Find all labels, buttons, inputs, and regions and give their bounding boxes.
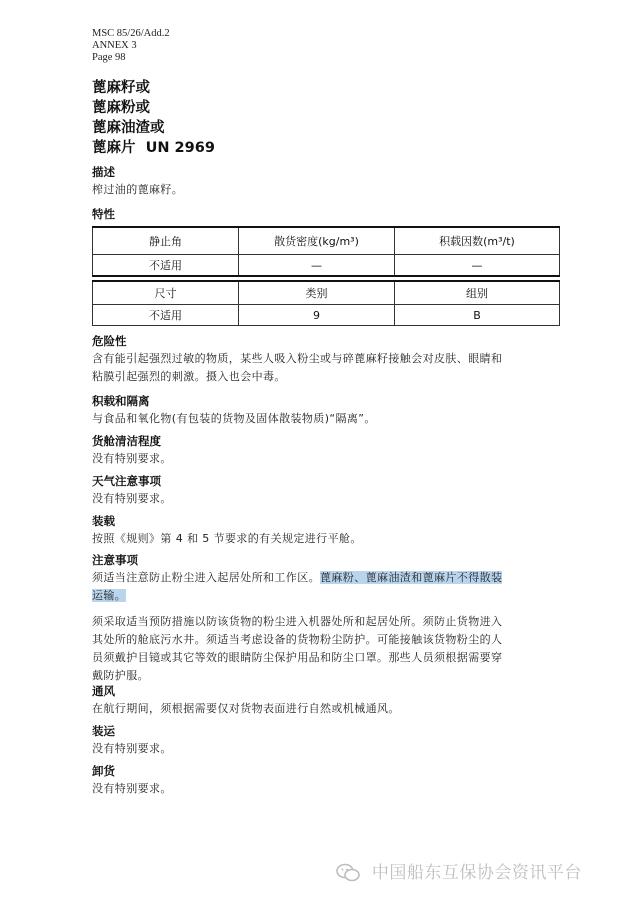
hold-cleanliness-heading: 货舱清洁程度	[92, 434, 161, 448]
watermark-text: 中国船东互保协会资讯平台	[371, 863, 582, 883]
loading-text: 按照《规则》第 4 和 5 节要求的有关规定进行平舱。	[92, 532, 362, 545]
header-line-3: Page 98	[92, 52, 126, 63]
precautions-paragraph-1	[92, 569, 562, 587]
stowage-text: 与食品和氧化物(有包装的货物及固体散装物质)“隔离”。	[92, 412, 376, 425]
table-cell: —	[239, 255, 395, 277]
precautions-line: 戴防护服。	[92, 669, 149, 682]
precautions-line: 员须戴护目镜或其它等效的眼睛防尘保护用品和防尘口罩。那些人员须根据需要穿	[92, 651, 503, 664]
characteristics-section	[92, 206, 562, 223]
carriage-text: 没有特别要求。	[92, 742, 172, 755]
ventilation-text: 在航行期间，须根据需要仅对货物表面进行自然或机械通风。	[92, 702, 400, 715]
loading-heading: 装载	[92, 514, 115, 528]
title-line-3: 蓖麻油渣或	[92, 120, 165, 136]
table-header-cell: 积载因数(m³/t)	[395, 227, 560, 255]
characteristics-heading: 特性	[92, 207, 115, 221]
header-line-1: MSC 85/26/Add.2	[92, 28, 170, 39]
weather-section	[92, 473, 562, 508]
precautions-line: 须采取适当预防措施以防该货物的粉尘进入机器处所和起居处所。须防止货物进入	[92, 615, 503, 628]
table-header-cell: 尺寸	[93, 281, 239, 305]
precautions-heading: 注意事项	[92, 553, 138, 567]
table-cell: —	[395, 255, 560, 277]
precautions-section	[92, 552, 562, 685]
hazard-section	[92, 333, 562, 386]
cargo-title	[92, 78, 215, 158]
precautions-text: 须适当注意防止粉尘进入起居处所和工作区。	[92, 571, 320, 584]
description-heading: 描述	[92, 165, 115, 179]
highlighted-text: 运输。	[92, 589, 127, 602]
title-line-4: 蓖麻片 UN 2969	[92, 140, 215, 156]
hazard-line-1: 含有能引起强烈过敏的物质，某些人吸入粉尘或与碎蓖麻籽接触会对皮肤、眼睛和	[92, 352, 503, 365]
table-cell: B	[395, 305, 560, 326]
characteristics-table-1	[92, 226, 560, 277]
stowage-section	[92, 393, 562, 428]
table-cell: 9	[239, 305, 395, 326]
table-cell: 不适用	[93, 255, 239, 277]
table-cell: 不适用	[93, 305, 239, 326]
hold-cleanliness-text: 没有特别要求。	[92, 452, 172, 465]
hazard-heading: 危险性	[92, 334, 127, 348]
precautions-line: 其处所的舱底污水井。须适当考虑设备的货物粉尘防护。可能接触该货物粉尘的人	[92, 633, 503, 646]
table-header-cell: 类别	[239, 281, 395, 305]
header-line-2: ANNEX 3	[92, 40, 137, 51]
title-line-2: 蓖麻粉或	[92, 100, 150, 116]
loading-section	[92, 513, 562, 548]
ventilation-section	[92, 683, 562, 718]
table-header-cell: 散货密度(kg/m³)	[239, 227, 395, 255]
description-section	[92, 164, 562, 199]
weather-text: 没有特别要求。	[92, 492, 172, 505]
weather-heading: 天气注意事项	[92, 474, 161, 488]
table-header-cell: 组别	[395, 281, 560, 305]
stowage-heading: 积载和隔离	[92, 394, 150, 408]
carriage-section	[92, 723, 562, 758]
watermark	[336, 858, 582, 883]
document-header	[92, 28, 170, 64]
wechat-icon	[336, 863, 372, 883]
table-header-cell: 静止角	[93, 227, 239, 255]
hazard-line-2: 粘膜引起强烈的刺激。摄入也会中毒。	[92, 370, 286, 383]
discharge-text: 没有特别要求。	[92, 782, 172, 795]
carriage-heading: 装运	[92, 724, 115, 738]
discharge-section	[92, 763, 562, 798]
highlighted-text: 蓖麻粉、蓖麻油渣和蓖麻片不得散装	[320, 571, 503, 584]
title-line-1: 蓖麻籽或	[92, 80, 150, 96]
ventilation-heading: 通风	[92, 684, 115, 698]
hold-cleanliness-section	[92, 433, 562, 468]
characteristics-table-2	[92, 280, 560, 326]
discharge-heading: 卸货	[92, 764, 115, 778]
description-text: 榨过油的蓖麻籽。	[92, 183, 184, 196]
